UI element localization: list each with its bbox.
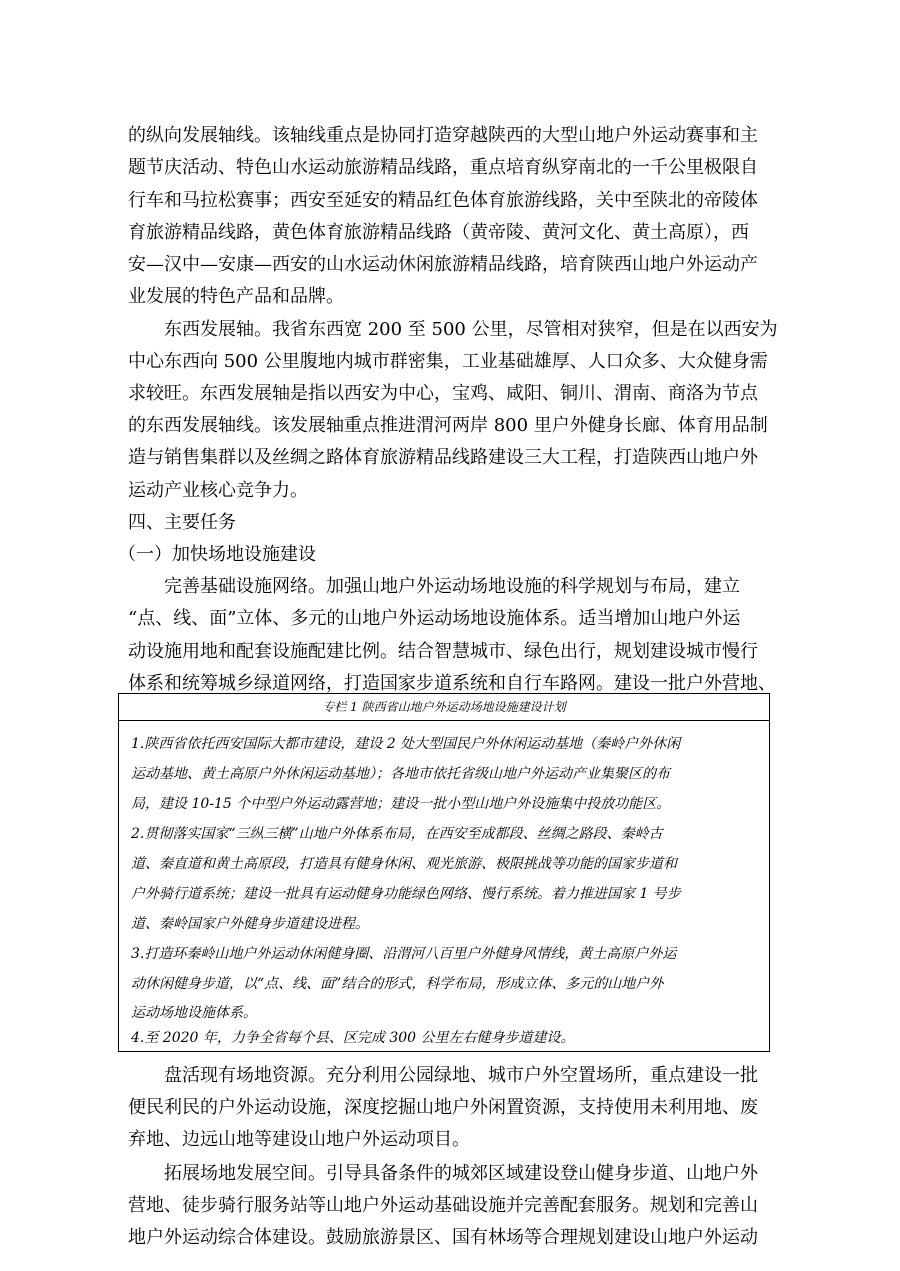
text-line: 地户外运动综合体建设。鼓励旅游景区、国有林场等合理规划建设山地户外运动 (128, 1227, 758, 1248)
column-box-line: 4.至 2020 年，力争全省每个县、区完成 300 公里左右健身步道建设。 (131, 1030, 575, 1046)
text-line: 拓展场地发展空间。引导具备条件的城郊区域建设登山健身步道、山地户外 (164, 1163, 758, 1184)
column-box-title-row (119, 694, 769, 721)
text-line: 的纵向发展轴线。该轴线重点是协同打造穿越陕西的大型山地户外运动赛事和主 (128, 125, 758, 146)
text-line: 运动产业核心竞争力。 (128, 480, 308, 501)
text-line: 安—汉中—安康—西安的山水运动休闲旅游精品线路，培育陕西山地户外运动产 (128, 254, 758, 275)
column-box-line: 户外骑行道系统；建设一批具有运动健身功能绿色网络、慢行系统。着力推进国家 1 号步 (131, 886, 681, 902)
column-box-line: 道、秦直道和黄土高原段，打造具有健身休闲、观光旅游、极限挑战等功能的国家步道和 (131, 856, 677, 872)
text-line: 业发展的特色产品和品牌。 (128, 286, 344, 307)
text-line: 求较旺。东西发展轴是指以西安为中心，宝鸡、咸阳、铜川、渭南、商洛为节点 (128, 383, 758, 404)
column-box-line: 1.陕西省依托西安国际大都市建设，建设 2 处大型国民户外休闲运动基地（秦岭户外休闲 (131, 736, 681, 752)
column-box-line: 3.打造环秦岭山地户外运动休闲健身圈、沿渭河八百里户外健身风情线，黄土高原户外运 (131, 946, 677, 962)
text-line: 弃地、边远山地等建设山地户外运动项目。 (128, 1129, 470, 1150)
text-line: 行车和马拉松赛事；西安至延安的精品红色体育旅游线路，关中至陕北的帝陵体 (128, 190, 758, 211)
text-line: 动设施用地和配套设施配建比例。结合智慧城市、绿色出行，规划建设城市慢行 (128, 641, 758, 662)
text-line: 题节庆活动、特色山水运动旅游精品线路，重点培育纵穿南北的一千公里极限自 (128, 157, 758, 178)
column-box (118, 693, 770, 1052)
text-line: 便民利民的户外运动设施，深度挖掘山地户外闲置资源，支持使用未利用地、废 (128, 1097, 758, 1118)
column-box-line: 运动基地、黄土高原户外休闲运动基地）；各地市依托省级山地户外运动产业集聚区的布 (131, 766, 670, 782)
column-box-line: 动休闲健身步道，以“点、线、面”结合的形式，科学布局，形成立体、多元的山地户外 (131, 976, 664, 992)
column-box-line: 运动场地设施体系。 (131, 1005, 257, 1021)
column-box-line: 2.贯彻落实国家“三纵三横”山地户外体系布局，在西安至成都段、丝绸之路段、秦岭古 (131, 826, 663, 842)
column-box-line: 道、秦岭国家户外健身步道建设进程。 (131, 916, 369, 932)
section-heading: 四、主要任务 (128, 512, 236, 533)
text-line: 育旅游精品线路，黄色体育旅游精品线路（黄帝陵、黄河文化、黄土高原），西 (128, 222, 749, 243)
text-line: 体系和统筹城乡绿道网络，打造国家步道系统和自行车路网。建设一批户外营地、 (128, 673, 776, 694)
subsection-heading: （一）加快场地设施建设 (118, 544, 316, 565)
text-line: 造与销售集群以及丝绸之路体育旅游精品线路建设三大工程，打造陕西山地户外 (128, 447, 758, 468)
column-box-line: 局，建设 10-15 个中型户外运动露营地；建设一批小型山地户外设施集中投放功能区。 (131, 796, 671, 812)
text-line: 东西发展轴。我省东西宽 200 至 500 公里，尽管相对狭窄，但是在以西安为 (164, 319, 778, 340)
text-line: 营地、徒步骑行服务站等山地户外运动基础设施并完善配套服务。规划和完善山 (128, 1195, 758, 1216)
text-line: 的东西发展轴线。该发展轴重点推进渭河两岸 800 里户外健身长廊、体育用品制 (128, 415, 768, 436)
column-box-title: 专栏 1 陕西省山地户外运动场地设施建设计划 (322, 700, 566, 714)
text-line: 完善基础设施网络。加强山地户外运动场地设施的科学规划与布局，建立 (164, 576, 740, 597)
text-line: “点、线、面”立体、多元的山地户外运动场地设施体系。适当增加山地户外运 (128, 608, 741, 629)
text-line: 盘活现有场地资源。充分利用公园绿地、城市户外空置场所，重点建设一批 (164, 1065, 758, 1086)
text-line: 中心东西向 500 公里腹地内城市群密集，工业基础雄厚、人口众多、大众健身需 (128, 351, 768, 372)
